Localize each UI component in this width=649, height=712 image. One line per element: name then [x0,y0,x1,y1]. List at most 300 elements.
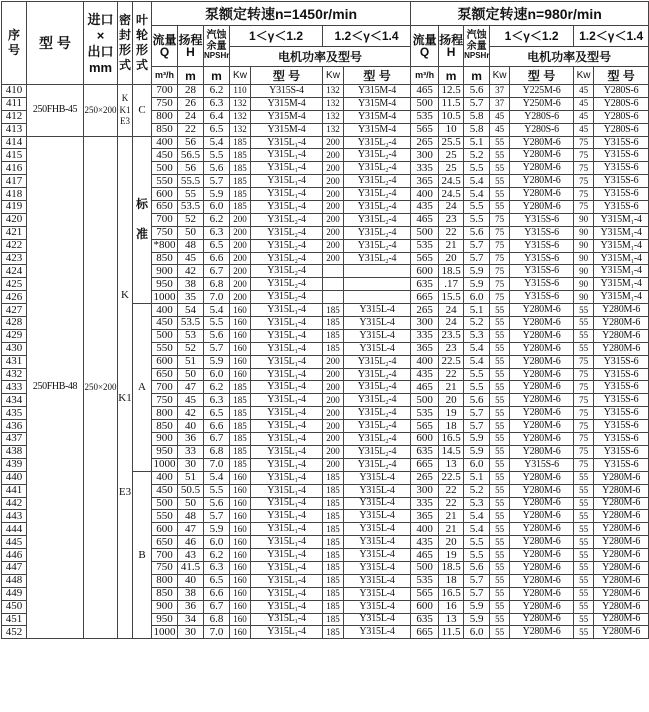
motor-r1-980: Y280M-6 [510,329,574,342]
motor-r2-980: Y280M-6 [594,561,649,574]
motor-r1-1450: Y315L₁-4 [251,175,323,188]
kw-r1-980: 55 [490,458,510,471]
kw-r2-1450: 185 [323,549,344,562]
motor-r1-980: Y250M-6 [510,97,574,110]
row-seq: 411 [2,97,27,110]
header-kw-2: Kw [323,67,344,85]
kw-r2-1450: 185 [323,471,344,484]
motor-r2-1450: Y315L-4 [344,574,411,587]
kw-r2-980: 75 [574,394,594,407]
model-250fhb-48 [27,136,84,639]
header-inlet-outlet [84,2,118,85]
motor-r1-1450: Y315M-4 [251,110,323,123]
kw-r1-980: 55 [490,587,510,600]
motor-r1-980: Y280M-6 [510,162,574,175]
motor-r2-1450: Y315L₂-4 [344,445,411,458]
npsh-980: 5.9 [464,433,490,446]
kw-r1-980: 37 [490,97,510,110]
npsh-1450: 6.7 [204,600,230,613]
kw-r1-1450: 200 [230,278,251,291]
head-1450: 40 [178,420,204,433]
motor-r2-1450: Y315L₂-4 [344,458,411,471]
motor-r1-1450: Y315L₂-4 [251,226,323,239]
kw-r1-980: 55 [490,136,510,149]
row-seq: 420 [2,213,27,226]
npsh-980: 5.2 [464,484,490,497]
impeller-g1-text: C [138,103,146,116]
header-head-980: 扬程 H [439,26,464,67]
row-seq: 448 [2,574,27,587]
npsh-980: 6.0 [464,626,490,639]
seal-g2-k1: K1 [118,392,132,405]
head-980: 22 [439,497,464,510]
kw-r2-980: 75 [574,149,594,162]
kw-r2-1450: 185 [323,304,344,317]
npsh-980: 5.1 [464,471,490,484]
motor-r1-1450: Y315L₁-4 [251,420,323,433]
npsh-1450: 6.8 [204,613,230,626]
flow-980: 300 [411,317,439,330]
kw-r2-980: 55 [574,600,594,613]
row-seq: 442 [2,497,27,510]
flow-980: 435 [411,368,439,381]
motor-r2-980: Y315S-6 [594,188,649,201]
npsh-1450: 7.0 [204,291,230,304]
motor-r1-1450: Y315L₁-4 [251,188,323,201]
npsh-1450: 5.6 [204,497,230,510]
model-250fhb-48-text: 250FHB-48 [32,381,78,393]
kw-r1-1450: 200 [230,265,251,278]
impeller-g1 [133,85,152,137]
flow-1450: 550 [152,510,178,523]
seal-g1 [118,85,133,137]
motor-r1-1450: Y315L₁-4 [251,162,323,175]
head-1450: 36 [178,600,204,613]
kw-r1-980: 55 [490,484,510,497]
kw-r2-980: 55 [574,626,594,639]
motor-r1-1450: Y315L₁-4 [251,600,323,613]
head-1450: 51 [178,471,204,484]
motor-r1-980: Y280M-6 [510,587,574,600]
row-seq: 438 [2,445,27,458]
head-1450: 50 [178,368,204,381]
motor-r1-980: Y280M-6 [510,574,574,587]
row-seq: 444 [2,523,27,536]
inout-g2 [84,136,118,639]
kw-r1-1450: 185 [230,458,251,471]
motor-r2-1450: Y315L₂-4 [344,420,411,433]
head-980: 18 [439,420,464,433]
motor-r2-980: Y280M-6 [594,471,649,484]
kw-r2-1450: 185 [323,536,344,549]
flow-1450: 850 [152,123,178,136]
inout-g1-text: 250×200 [84,104,117,115]
head-980: 22 [439,368,464,381]
motor-r1-1450: Y315L₁-4 [251,136,323,149]
kw-r1-980: 75 [490,291,510,304]
motor-r1-980: Y280M-6 [510,497,574,510]
npsh-1450: 6.6 [204,420,230,433]
kw-r2-980: 75 [574,458,594,471]
head-1450: 33 [178,445,204,458]
header-type-4: 型 号 [594,67,649,85]
head-1450: 55 [178,188,204,201]
row-seq: 417 [2,175,27,188]
motor-r2-980: Y280S-6 [594,110,649,123]
motor-r1-1450: Y315L₁-4 [251,484,323,497]
kw-r1-1450: 185 [230,394,251,407]
kw-r1-980: 55 [490,420,510,433]
motor-r2-980: Y315M₁-4 [594,213,649,226]
kw-r2-980: 55 [574,613,594,626]
flow-1450: *800 [153,239,176,252]
kw-r2-980: 75 [574,162,594,175]
flow-1450: 650 [152,536,178,549]
kw-r2-1450: 200 [323,175,344,188]
header-flow-980: 流量 Q [411,26,439,67]
kw-r2-980: 55 [574,549,594,562]
motor-r2-980: Y280M-6 [594,304,649,317]
motor-r1-1450: Y315L₁-4 [251,201,323,214]
motor-r1-1450: Y315L₂-4 [251,252,323,265]
flow-1450: 600 [152,523,178,536]
head-1450: 30 [178,626,204,639]
motor-r1-980: Y280M-6 [510,381,574,394]
npsh-980: 5.2 [464,149,490,162]
flow-980: 565 [411,420,439,433]
flow-1450: 550 [152,342,178,355]
motor-r2-980: Y280M-6 [594,549,649,562]
kw-r1-980: 75 [490,278,510,291]
head-980: 16.5 [439,433,464,446]
kw-r1-1450: 160 [230,484,251,497]
row-seq: 423 [2,252,27,265]
motor-r2-1450: Y315L₂-4 [344,226,411,239]
header-range2-1450: 1.2＜γ＜1.4 [323,26,411,47]
npsh-980: 5.7 [464,407,490,420]
kw-r1-1450: 160 [230,317,251,330]
kw-r2-980: 75 [574,175,594,188]
motor-r1-1450: Y315L₁-4 [251,497,323,510]
head-1450: 34 [178,613,204,626]
flow-980: 435 [411,201,439,214]
kw-r1-1450: 160 [230,497,251,510]
motor-r1-1450: Y315M-4 [251,123,323,136]
npsh-1450: 6.5 [204,123,230,136]
flow-1450: 850 [152,420,178,433]
head-980: 12.5 [439,85,464,98]
motor-r2-1450: Y315L₂-4 [344,433,411,446]
kw-r1-980: 75 [490,226,510,239]
kw-r1-1450: 185 [230,381,251,394]
npsh-1450: 6.6 [204,587,230,600]
motor-r2-980: Y280M-6 [594,484,649,497]
kw-r2-980: 90 [574,213,594,226]
kw-r1-980: 55 [490,574,510,587]
kw-r1-980: 55 [490,394,510,407]
motor-r2-980: Y315M₁-4 [594,291,649,304]
head-1450: 41.5 [178,561,204,574]
motor-r2-1450: Y315L₂-4 [344,239,411,252]
flow-980: 500 [411,394,439,407]
flow-1450: 900 [152,433,178,446]
flow-980: 465 [411,85,439,98]
flow-1450: 800 [152,407,178,420]
row-seq: 443 [2,510,27,523]
kw-r2-1450: 185 [323,497,344,510]
head-980: 21 [439,239,464,252]
motor-r1-1450: Y315L₁-4 [251,394,323,407]
kw-r1-1450: 185 [230,136,251,149]
motor-r1-1450: Y315L₁-4 [251,574,323,587]
motor-r2-1450: Y315L-4 [344,536,411,549]
kw-r2-980: 55 [574,304,594,317]
motor-r1-1450: Y315L₁-4 [251,445,323,458]
npsh-980: 5.5 [464,201,490,214]
kw-r1-1450: 200 [230,291,251,304]
flow-1450: 950 [152,613,178,626]
motor-r2-980: Y280M-6 [594,497,649,510]
row-seq: 425 [2,278,27,291]
kw-r2-1450: 132 [323,110,344,123]
kw-r1-1450: 200 [230,226,251,239]
row-seq: 452 [2,626,27,639]
header-kw-1: Kw [230,67,251,85]
motor-r1-980: Y225M-6 [510,85,574,98]
motor-r2-980: Y315M₁-4 [594,239,649,252]
motor-r2-980: Y315S-6 [594,394,649,407]
kw-r1-1450: 185 [230,420,251,433]
motor-r2-1450: Y315L₂-4 [344,355,411,368]
npsh-1450: 6.6 [204,252,230,265]
row-seq: 435 [2,407,27,420]
row-seq: 412 [2,110,27,123]
kw-r2-980: 55 [574,484,594,497]
motor-r1-980: Y280M-6 [510,626,574,639]
kw-r2-1450: 132 [323,97,344,110]
npsh-1450: 5.4 [204,471,230,484]
head-980: 24 [439,317,464,330]
header-times: × [96,27,105,43]
flow-980: 600 [411,433,439,446]
kw-r2-980: 55 [574,510,594,523]
motor-r2-980: Y315S-6 [594,381,649,394]
npsh-1450: 5.9 [204,188,230,201]
flow-980: 365 [411,175,439,188]
kw-r1-980: 55 [490,342,510,355]
motor-r2-1450: Y315L₂-4 [344,149,411,162]
kw-r1-1450: 160 [230,304,251,317]
motor-r2-1450: Y315L₂-4 [344,368,411,381]
npsh-1450: 6.5 [204,407,230,420]
npsh-980: 5.6 [464,85,490,98]
kw-r2-980: 55 [574,342,594,355]
motor-r2-1450: Y315L-4 [344,561,411,574]
npsh-1450: 5.4 [204,304,230,317]
kw-r1-980: 55 [490,523,510,536]
npsh-1450: 5.7 [204,510,230,523]
kw-r2-1450: 185 [323,561,344,574]
kw-r2-980: 75 [574,381,594,394]
unit-npsh-1450: m [204,67,230,85]
header-outlet: 出口 [87,43,114,59]
motor-r2-1450: Y315L-4 [344,510,411,523]
row-seq: 440 [2,471,27,484]
head-1450: 50 [178,226,204,239]
head-980: 22.5 [439,471,464,484]
seal-g2-k: K [121,288,129,301]
motor-r1-1450: Y315L₁-4 [251,304,323,317]
head-980: 20 [439,394,464,407]
kw-r1-980: 55 [490,381,510,394]
row-seq: 415 [2,149,27,162]
kw-r1-980: 55 [490,329,510,342]
npsh-980: 5.5 [464,162,490,175]
kw-r2-980: 90 [574,265,594,278]
header-type-1: 型 号 [251,67,323,85]
flow-980: 665 [411,626,439,639]
kw-r2-980: 55 [574,329,594,342]
motor-r2-980: Y315M₁-4 [594,278,649,291]
npsh-980: 5.8 [464,110,490,123]
kw-r2-1450: 200 [323,368,344,381]
kw-r1-1450: 132 [230,123,251,136]
npsh-980: 5.5 [464,381,490,394]
motor-r1-980: Y315S-6 [510,252,574,265]
row-seq: 447 [2,561,27,574]
flow-1450: 600 [152,188,178,201]
motor-r1-980: Y280M-6 [510,355,574,368]
motor-r2-980: Y315S-6 [594,162,649,175]
head-980: 24 [439,201,464,214]
row-seq: 429 [2,329,27,342]
npsh-980: 5.9 [464,613,490,626]
head-980: 18.5 [439,561,464,574]
kw-r2-1450: 200 [323,407,344,420]
npsh-1450: 6.8 [204,278,230,291]
npsh-980: 5.6 [464,226,490,239]
flow-980: 535 [411,239,439,252]
head-1450: 52 [178,342,204,355]
motor-r2-1450: Y315L₂-4 [344,201,411,214]
kw-r1-1450: 110 [230,85,251,98]
motor-r1-980: Y280M-6 [510,175,574,188]
kw-r2-980: 90 [574,226,594,239]
motor-r1-980: Y280M-6 [510,445,574,458]
motor-r2-1450: Y315M-4 [344,97,411,110]
motor-r2-1450: Y315L-4 [344,304,411,317]
flow-980: 600 [411,600,439,613]
kw-r1-980: 55 [490,304,510,317]
head-980: 25 [439,149,464,162]
kw-r1-980: 37 [490,85,510,98]
motor-r1-980: Y280M-6 [510,368,574,381]
motor-r2-1450: Y315L-4 [344,626,411,639]
kw-r1-980: 55 [490,600,510,613]
kw-r1-1450: 185 [230,445,251,458]
kw-r2-1450: 200 [323,188,344,201]
header-motor-980: 电机功率及型号 [490,47,649,67]
row-seq: 437 [2,433,27,446]
kw-r2-1450: 132 [323,85,344,98]
kw-r2-1450: 185 [323,613,344,626]
kw-r1-980: 55 [490,536,510,549]
npsh-1450: 6.0 [204,536,230,549]
flow-1450: 900 [152,265,178,278]
npsh-980: 5.7 [464,252,490,265]
table-header [2,2,649,85]
flow-1450: 1000 [153,458,176,471]
head-1450: 47 [178,523,204,536]
npsh-980: 5.5 [464,549,490,562]
row-seq: 439 [2,458,27,471]
motor-r2-980: Y315S-6 [594,445,649,458]
kw-r1-980: 55 [490,201,510,214]
kw-r2-980: 55 [574,561,594,574]
motor-r1-1450: Y315L₁-4 [251,523,323,536]
head-980: 25 [439,162,464,175]
kw-r1-980: 55 [490,471,510,484]
kw-r2-1450: 185 [323,523,344,536]
npsh-1450: 6.3 [204,561,230,574]
kw-r2-1450: 185 [323,484,344,497]
motor-r2-980: Y315S-6 [594,433,649,446]
npsh-980: 5.9 [464,445,490,458]
motor-r1-980: Y315S-6 [510,458,574,471]
motor-r2-980: Y315S-6 [594,175,649,188]
head-1450: 24 [178,110,204,123]
motor-r2-980: Y280M-6 [594,523,649,536]
kw-r1-1450: 160 [230,587,251,600]
head-980: 21 [439,510,464,523]
kw-r2-1450: 185 [323,574,344,587]
flow-980: 265 [411,471,439,484]
npsh-1450: 5.7 [204,342,230,355]
flow-980: 465 [411,381,439,394]
kw-r2-980: 55 [574,523,594,536]
kw-r2-980: 55 [574,471,594,484]
kw-r2-1450: 185 [323,342,344,355]
kw-r2-1450: 185 [323,600,344,613]
motor-r1-980: Y315S-6 [510,278,574,291]
kw-r2-980: 90 [574,291,594,304]
motor-r2-1450: Y315L-4 [344,523,411,536]
motor-r2-1450: Y315L-4 [344,497,411,510]
motor-r1-1450: Y315L₁-4 [251,317,323,330]
motor-r1-980: Y280M-6 [510,510,574,523]
npsh-980: 5.4 [464,510,490,523]
motor-r2-980: Y280M-6 [594,329,649,342]
kw-r1-980: 55 [490,613,510,626]
head-980: 24.5 [439,188,464,201]
motor-r1-980: Y280M-6 [510,342,574,355]
npsh-1450: 6.2 [204,381,230,394]
kw-r1-1450: 160 [230,536,251,549]
head-980: 19 [439,407,464,420]
head-1450: 36 [178,433,204,446]
kw-r1-1450: 160 [230,600,251,613]
header-inlet: 进口 [87,11,114,27]
npsh-1450: 6.5 [204,574,230,587]
flow-1450: 550 [152,175,178,188]
kw-r1-1450: 200 [230,252,251,265]
motor-r2-980: Y280M-6 [594,613,649,626]
kw-r2-1450: 200 [323,355,344,368]
header-kw-3: Kw [490,67,510,85]
row-seq: 431 [2,355,27,368]
flow-980: 365 [411,510,439,523]
head-1450: 40 [178,574,204,587]
